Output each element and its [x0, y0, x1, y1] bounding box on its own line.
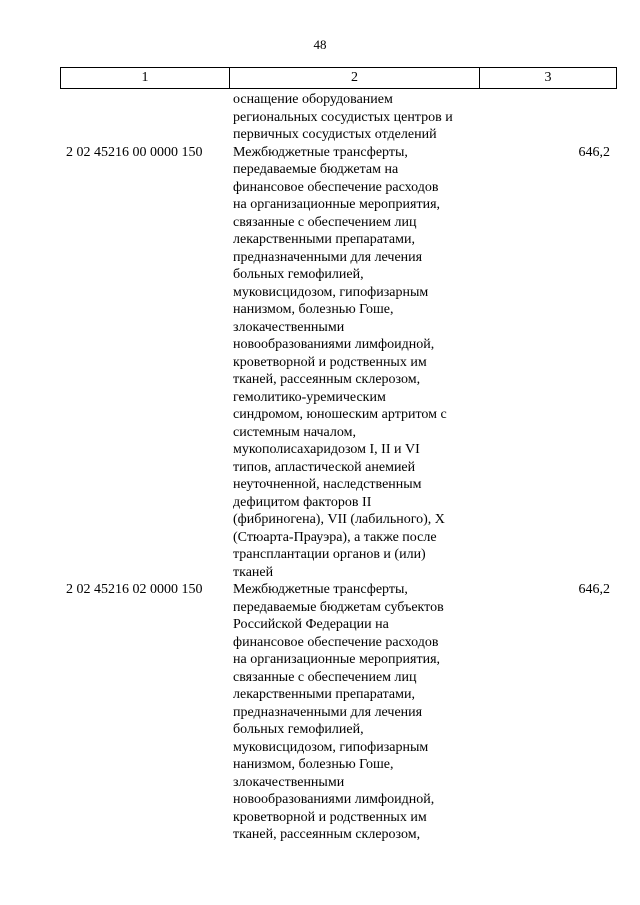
description-line: первичных сосудистых отделений	[233, 127, 437, 142]
description-line: мукополисахаридозом I, II и VI	[233, 442, 420, 457]
description-line: Межбюджетные трансферты,	[233, 144, 408, 160]
description-line: (фибриногена), VII (лабильного), X	[233, 512, 445, 527]
description-line: новообразованиями лимфоидной,	[233, 792, 435, 807]
description-line: нанизмом, болезнью Гоше,	[233, 302, 394, 317]
description-line: неуточненной, наследственным	[233, 477, 422, 492]
description-line: финансовое обеспечение расходов	[233, 179, 439, 195]
description-line: тканей	[233, 564, 274, 580]
description-line: Российской Федерации на	[233, 617, 389, 632]
page-number: 48	[313, 37, 327, 52]
amount: 646,2	[578, 582, 610, 597]
table-row	[60, 144, 616, 582]
description-line: больных гемофилией,	[233, 267, 364, 282]
description-line: злокачественными	[233, 774, 345, 790]
budget-code: 2 02 45216 00 0000 150	[66, 144, 203, 160]
row-description	[233, 144, 481, 582]
column-header-table	[60, 67, 617, 89]
budget-code: 2 02 45216 02 0000 150	[66, 582, 203, 597]
column-header-row	[61, 68, 617, 89]
row-description	[233, 581, 481, 844]
continuation-description	[233, 91, 481, 144]
description-line: муковисцидозом, гипофизарным	[233, 284, 429, 300]
description-line: больных гемофилией,	[233, 722, 364, 737]
description-line: синдромом, юношеским артритом с	[233, 407, 447, 422]
description-line: гемолитико-уремическим	[233, 389, 386, 405]
description-line: связанные с обеспечением лиц	[233, 669, 417, 685]
description-line: новообразованиями лимфоидной,	[233, 337, 435, 352]
description-line: лекарственными препаратами,	[233, 687, 415, 702]
table-rows	[60, 144, 616, 844]
column-header-3: 3	[480, 68, 617, 89]
description-line: региональных сосудистых центров и	[233, 109, 453, 125]
description-line: системным началом,	[233, 424, 356, 440]
description-line: оснащение оборудованием	[233, 92, 393, 107]
description-line: (Стюарта-Прауэра), а также после	[233, 529, 437, 545]
description-line: на организационные мероприятия,	[233, 652, 441, 667]
description-line: связанные с обеспечением лиц	[233, 214, 417, 230]
description-line: трансплантации органов и (или)	[233, 547, 426, 562]
description-line: лекарственными препаратами,	[233, 232, 415, 247]
description-line: предназначенными для лечения	[233, 704, 423, 720]
description-line: тканей, рассеянным склерозом,	[233, 827, 421, 842]
description-line: кроветворной и родственных им	[233, 354, 427, 370]
budget-table-body	[60, 91, 616, 844]
description-line: предназначенными для лечения	[233, 249, 423, 265]
description-line: передаваемые бюджетам субъектов	[233, 599, 444, 615]
column-header-2: 2	[230, 68, 480, 89]
description-line: муковисцидозом, гипофизарным	[233, 739, 429, 755]
table-row	[60, 581, 616, 844]
description-line: нанизмом, болезнью Гоше,	[233, 757, 394, 772]
description-line: кроветворной и родственных им	[233, 809, 427, 825]
description-line: типов, апластической анемией	[233, 459, 416, 475]
continuation-fragment	[60, 91, 616, 144]
description-line: Межбюджетные трансферты,	[233, 582, 408, 597]
description-line: злокачественными	[233, 319, 345, 335]
description-line: финансовое обеспечение расходов	[233, 634, 439, 650]
column-header-1: 1	[61, 68, 230, 89]
description-line: тканей, рассеянным склерозом,	[233, 372, 421, 387]
description-line: на организационные мероприятия,	[233, 197, 441, 212]
description-line: передаваемые бюджетам на	[233, 162, 399, 177]
amount: 646,2	[578, 144, 610, 160]
description-line: дефицитом факторов II	[233, 494, 372, 510]
